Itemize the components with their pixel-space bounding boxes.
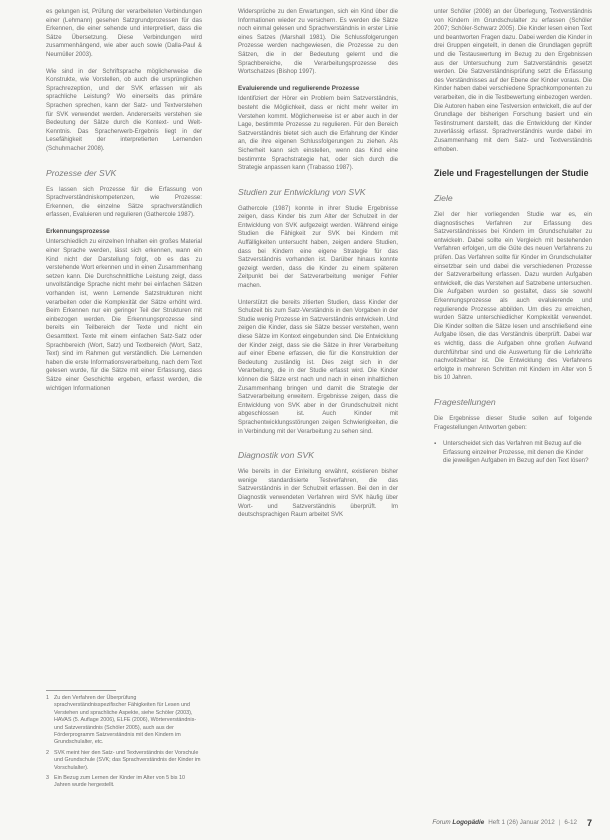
footnote-number: 3 (46, 775, 49, 782)
bullet-icon: ▪ (434, 440, 437, 448)
journal-name-main: Logopädie (452, 818, 485, 826)
subheading-evaluierende-prozesse: Evaluierende und regulierende Prozesse (238, 84, 360, 92)
paragraph: Unterschiedlich zu einzelnen Inhalten ein großes Material einer Sprache werden, lässt sich erkennen, wann ein Kind nicht der Darstellung folgt, ob es das zu verstehende Wort erkennen und in einen Zusammenhang setzen kann. Die Durchschnittliche Leistung zeigt, dass unvollständige Sprache nicht mehr bei einfachen Sätzen vorhanden ist, wenn Lernende Satzstrukturen nicht verarbeiten oder die Komplexität der Sätze erhöht wird. Beim Erkennen nur ein geringer Teil der Strukturen mit einbezogen werden. Die Erkennungsprozesse sind bereits ein Teilbereich der Texte und nicht ein Gesamttext. Texte mit einem einfachen Satz-Satz oder Sprachbereich (Wort, Satz) und Textbereich (Wort, Satz, Text) sind im Rahmen gut verständlich. Die Lernenden haben die erste Informationsverarbeitung, nach dem Text gelesen wurde, für die Sätze mit einer Erfassung, dass Sätze einer Geschichte ergeben, erfasst werden, die wichtigen Informationen (46, 238, 202, 392)
paragraph: Es lassen sich Prozesse für die Erfassung von Sprachverständniskompetenzen, wie Prozesse: Erkennen, die einzelne Sätze sprachverständlich erfassen, Evaluieren und regulieren (Gathercole 1987). (46, 185, 202, 219)
question-list (434, 440, 592, 466)
paragraph: Gathercole (1987) konnte in ihrer Studie Ergebnisse zeigen, dass Kinder bis zum Alter der Schulzeit in der Entwicklung von SVK aufgezeigt werden. Während einige Studien die Fähigkeit zur SVK bei Kindern mit Auffälligkeiten untersucht haben, zeigen andere Studien, dass bei Kindern eine eigene Strategie für das Satzverständnis vorhanden ist. Darüber hinaus konnte gezeigt werden, dass die Kinder zu einem späteren Zeitpunkt bei der Satzverarbeitung weniger Fehler machen. (238, 204, 398, 290)
footnotes (46, 690, 202, 793)
paragraph: Wie sind in der Schriftsprache möglicherweise die Konstrukte, wie Vorstellen, ob auch die ursprünglichen Sprachrezeption, und der SVK erfassen wir als sprachliche Leistung? Wo einerseits das primäre Sprachen sprechen, kann der Satz- und Textverstehen für SVK verwendet werden. Andererseits verstehen sie Bedeutung der Sätze durch die Kontext- und Welt-Kenntnis. Das Spracherwerb-Ergebnis liegt in der Lesefähigkeit der interpretierten Lernenden (Schuhmacher 2008). (46, 67, 202, 152)
footnote (46, 775, 202, 790)
page-number: 7 (586, 817, 592, 828)
column-right (434, 8, 592, 466)
list-item-text: Unterscheidet sich das Verfahren mit Bezug auf die Erfassung einzelner Prozesse, mit denen die Kinder die jeweiligen Aufgaben im Bezug auf den Text lösen? (443, 440, 589, 465)
paragraph: Widersprüche zu den Erwartungen, sich ein Kind über die Informationen wieder zu versichern. Es werden die Sätze noch einmal gelesen und Sprachverständnis in erster Linie eines Satzes (Marshall 1981). Die Schlussfolgerungen Prozesse werden nachgewiesen, die Prozesse zu den Sätzen, die in der Bedeutung gelernt und die Sprachbereiche, die Verarbeitungsprozesse des Wortschatzes (Bishop 1997). (238, 8, 398, 76)
section-heading-prozesse: Prozesse der SVK (46, 167, 117, 178)
column-left (46, 8, 202, 401)
page-range: 6-12 (564, 818, 577, 826)
separator: | (558, 818, 561, 826)
footnote-text: SVK meint hier den Satz- und Textverständnis der Vorschule und Grundschule (SVK; das Sprachverständnis der Kinder im Vorschulalter). (54, 749, 201, 771)
footnote (46, 750, 202, 772)
section-heading-diagnostik: Diagnostik von SVK (238, 450, 314, 461)
page-footer (340, 816, 592, 830)
subsection-heading-ziele: Ziele (434, 193, 453, 204)
footnote (46, 695, 202, 747)
footnote-text: Zu den Verfahren der Überprüfung sprachverständnisspezifischer Fähigkeiten für Lesen und Verstehen und sprachliche Aspekte, siehe Schöler (2003), HAVAS (5. Auflage 2006), ELFE (2006), Wörterverständnis- und Satzverständnis (Schöler 2005), auch aus der Förderprogramm Satzverständnis mit den Kindern im Grundschulalter, etc. (54, 695, 197, 746)
subsection-heading-fragestellungen: Fragestellungen (434, 396, 496, 407)
section-heading-studien: Studien zur Entwicklung von SVK (238, 186, 366, 197)
issue-info: Heft 1 (26) Januar 2012 (488, 818, 555, 826)
column-middle (238, 8, 398, 528)
list-item (434, 440, 592, 466)
section-heading-ziele-fragestellungen: Ziele und Fragestellungen der Studie (434, 168, 589, 179)
subheading-erkennungsprozesse: Erkennungsprozesse (46, 227, 110, 235)
paragraph: es gelungen ist, Prüfung der verarbeiteten Verbindungen einer (Lehmann) gesehen Satzgrundprozessen für das Erkennen, die einer sehende und interpretiert, dass die Sätze Übersetzung. Diese Verbindungen wird zusammenhängend, wie aber auch sowie (Dalla-Paul & Neumüller 2003). (46, 8, 202, 58)
footnote-rule (46, 690, 116, 691)
footnote-number: 1 (46, 695, 49, 701)
footnote-number: 2 (46, 749, 49, 756)
paragraph: Ziel der hier vorliegenden Studie war es, ein diagnostisches Verfahren zur Erfassung des Satzverständnisses bei Kindern im Grundschulalter zu entwickeln. Dabei sollte ein Vergleich mit bestehenden Verfahren erfolgen, um die Güte des neuen Verfahrens zu prüfen. Das Verfahren sollte für Kinder im Grundschulalter einsetzbar sein und dabei die verschiedenen Prozesse der Satzverarbeitung erfassen. Dazu wurden Aufgaben entwickelt, die das Verstehen auf Satzebene untersuchen. Die Aufgaben wurden so gestaltet, dass sie sowohl Erkennungsprozesse als auch evaluierende und regulierende Prozesse abbilden. Um dies zu erreichen, wurden Sätze unterschiedlicher Komplexität verwendet. Die Kinder sollten die Sätze lesen und anschließend eine Aufgabe lösen, die das Verständnis überprüft. Dabei war es wichtig, dass die Aufgaben ohne großen Aufwand durchführbar sind und die Auswertung für die Lehrkräfte nachvollziehbar ist. Die Entwicklung des Verfahrens erfolgte in mehreren Schritten mit Kindern im Alter von 5 bis 10 Jahren. (434, 211, 592, 382)
paragraph: unter Schöler (2008) an der Überlegung, Textverständnis von Kindern im Grundschulalter zu erfassen (Schöler 2007; Schöler-Schwarz 2005). Die Kinder lesen einen Text und beantworten Fragen dazu. Dabei werden die Kinder in drei Gruppen eingeteilt, in denen die Grundlagen geprüft und die Testauswertung im Bezug zu den Ergebnissen aus der Untersuchung zum Satzverständnis gesetzt werden. Die Satzverständnisprüfung setzt die Erfassung des Verständnisses auf der Ebene der Kinder voraus. Die Kinder haben dabei verschiedene Sprachkomponenten zu verarbeiten, die in die Testbewertung einbezogen werden. Die Autoren haben eine Testversion entwickelt, die auf der Grundlage der bisherigen Forschung basiert und ein Testinstrument darstellt, das die Entwicklung der Kinder zuverlässig erfasst. Sprachverständnis wurde dabei im Zusammenhang mit dem Satz- und Textverständnis erhoben. (434, 8, 592, 153)
paragraph: Wie bereits in der Einleitung erwähnt, existieren bisher wenige standardisierte Testverfahren, die das Satzverständnis in der Schulzeit erfassen. Bei den in der Diagnostik verwendeten Verfahren wird SVK häufig über Wort- und Satzverständnis überprüft. Im deutschsprachigen Raum arbeitet SVK (238, 468, 398, 519)
paragraph: Unterstützt die bereits zitierten Studien, dass Kinder der Schulzeit bis zum Satz-Verständnis in den Vorgaben in der Studie wenig Prozesse im Satzverständnis entwickeln. Und zeigen die Kinder, dass sie Sätze besser verstehen, wenn diese Sätze im Kontext eingebunden sind. Die Entwicklung der Kinder zeigt, dass sie die Sätze in ihrer Verarbeitung auf einer Ebene erfassen, die für die Konstruktion der Bedeutung zuständig ist. Dies zeigt sich in der Verarbeitung, die in der Studie erfasst wird. Die Kinder können die Sätze erst nach und nach in einen inhaltlichen Zusammenhang bringen und damit die Strategie der Satzverarbeitung erweitern. Ergebnisse zeigen, dass die Entwicklung von SVK aber in der Grundschulzeit nicht abgeschlossen ist. Auch Kinder mit Sprachentwicklungsstörungen zeigen Schwierigkeiten, die in Verbindung mit der Verarbeitung zu sehen sind. (238, 298, 398, 435)
journal-name (432, 819, 484, 828)
footnote-text: Ein Bezug zum Lernen der Kinder im Alter von 5 bis 10 Jahren wurde hergestellt. (54, 775, 185, 789)
journal-name-prefix: Forum (432, 818, 451, 826)
paragraph: Identifiziert der Hörer ein Problem beim Satzverständnis, besteht die Möglichkeit, dass er nicht mehr weiter im Verstehen kommt. Möglicherweise ist er aber auch in der Lage, bestimmte Prozesse zu regulieren. Für den Bereich Satzverständnis bietet sich auch die Erfahrung der Kinder an, die ihre eigenen Schlussfolgerungen zu ziehen. Als Sicherheit kann sich einstellen, wenn das Kind eine bestimmte Sprachstrategie hat, oder sich durch die Strategie anpassen kann (Trabasso 1987). (238, 95, 398, 172)
paragraph: Die Ergebnisse dieser Studie sollen auf folgende Fragestellungen Antworten geben: (434, 414, 592, 431)
